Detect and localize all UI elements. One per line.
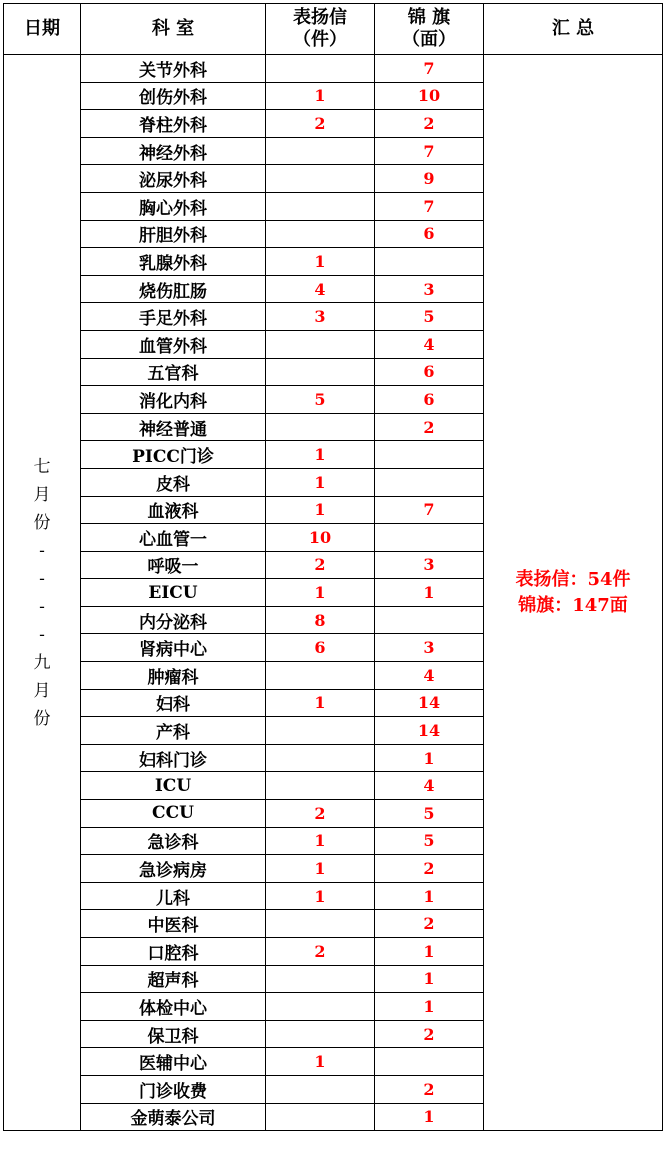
- department-name: 门诊收费: [81, 1075, 266, 1103]
- date-range-cell: [4, 55, 81, 1131]
- banners-count: 7: [375, 55, 484, 83]
- letters-count: 1: [266, 855, 375, 883]
- banners-count: 3: [375, 275, 484, 303]
- department-name: 心血管一: [81, 524, 266, 552]
- letters-count: [266, 220, 375, 248]
- letters-count: 1: [266, 82, 375, 110]
- banners-count: 1: [375, 993, 484, 1021]
- letters-count: [266, 1020, 375, 1048]
- letters-count: [266, 192, 375, 220]
- letters-count: [266, 910, 375, 938]
- banners-count: [375, 441, 484, 469]
- banners-count: 2: [375, 1075, 484, 1103]
- letters-count: 1: [266, 468, 375, 496]
- banners-count: [375, 468, 484, 496]
- summary-letters-total: 表扬信：54件: [515, 568, 631, 590]
- department-name: 超声科: [81, 965, 266, 993]
- department-name: 急诊病房: [81, 855, 266, 883]
- department-name: 神经普通: [81, 413, 266, 441]
- banners-count: 2: [375, 1020, 484, 1048]
- department-name: 乳腺外科: [81, 248, 266, 276]
- banners-count: 1: [375, 1103, 484, 1131]
- department-name: 肿瘤科: [81, 662, 266, 690]
- letters-count: 1: [266, 689, 375, 717]
- header-date: 日期: [4, 4, 81, 55]
- letters-count: 5: [266, 386, 375, 414]
- department-name: 神经外科: [81, 137, 266, 165]
- department-name: 皮科: [81, 468, 266, 496]
- department-name: 内分泌科: [81, 606, 266, 634]
- department-name: 保卫科: [81, 1020, 266, 1048]
- banners-count: [375, 524, 484, 552]
- letters-count: 1: [266, 496, 375, 524]
- letters-count: [266, 358, 375, 386]
- letters-count: 1: [266, 248, 375, 276]
- letters-count: 2: [266, 551, 375, 579]
- banners-count: [375, 1048, 484, 1076]
- letters-count: 1: [266, 827, 375, 855]
- banners-count: 3: [375, 551, 484, 579]
- department-name: 急诊科: [81, 827, 266, 855]
- header-banners-unit: （面）: [402, 29, 456, 50]
- letters-count: 10: [266, 524, 375, 552]
- department-name: 体检中心: [81, 993, 266, 1021]
- header-letters-unit: （件）: [293, 29, 347, 50]
- date-range-char: -: [39, 596, 45, 617]
- banners-count: 10: [375, 82, 484, 110]
- department-name: 消化内科: [81, 386, 266, 414]
- letters-count: [266, 1103, 375, 1131]
- date-range-char: 份: [33, 708, 51, 729]
- date-range-char: -: [39, 540, 45, 561]
- banners-count: 7: [375, 496, 484, 524]
- letters-count: [266, 1075, 375, 1103]
- letters-count: 1: [266, 579, 375, 607]
- department-name: 关节外科: [81, 55, 266, 83]
- department-name: 中医科: [81, 910, 266, 938]
- banners-count: 6: [375, 386, 484, 414]
- department-name: 血液科: [81, 496, 266, 524]
- letters-count: 8: [266, 606, 375, 634]
- banners-count: 1: [375, 965, 484, 993]
- banners-count: 1: [375, 744, 484, 772]
- banners-count: 1: [375, 938, 484, 966]
- banners-count: 2: [375, 855, 484, 883]
- banners-count: 2: [375, 910, 484, 938]
- summary-cell: [484, 55, 663, 1131]
- banners-count: 6: [375, 358, 484, 386]
- banners-count: 9: [375, 165, 484, 193]
- letters-count: [266, 772, 375, 800]
- banners-count: 4: [375, 330, 484, 358]
- banners-count: [375, 248, 484, 276]
- banners-count: 4: [375, 662, 484, 690]
- banners-count: 14: [375, 689, 484, 717]
- banners-count: 7: [375, 137, 484, 165]
- date-range-char: 月: [33, 484, 51, 505]
- department-name: 妇科门诊: [81, 744, 266, 772]
- department-name: 儿科: [81, 882, 266, 910]
- department-name: 血管外科: [81, 330, 266, 358]
- banners-count: 6: [375, 220, 484, 248]
- letters-count: 2: [266, 800, 375, 828]
- header-summary: 汇 总: [484, 4, 663, 55]
- date-range-char: 月: [33, 680, 51, 701]
- banners-count: 1: [375, 579, 484, 607]
- letters-count: [266, 965, 375, 993]
- department-name: 肾病中心: [81, 634, 266, 662]
- department-name: 胸心外科: [81, 192, 266, 220]
- department-name: ICU: [81, 772, 266, 800]
- letters-count: [266, 55, 375, 83]
- letters-count: [266, 165, 375, 193]
- department-name: 呼吸一: [81, 551, 266, 579]
- department-name: CCU: [81, 800, 266, 828]
- department-name: 烧伤肛肠: [81, 275, 266, 303]
- department-name: 泌尿外科: [81, 165, 266, 193]
- banners-count: 3: [375, 634, 484, 662]
- table-body: [4, 55, 663, 1131]
- header-banners: [375, 4, 484, 55]
- summary-banners-total: 锦旗：147面: [518, 594, 628, 616]
- letters-count: 1: [266, 882, 375, 910]
- department-name: EICU: [81, 579, 266, 607]
- header-banners-title: 锦 旗: [407, 7, 451, 28]
- header-letters: [266, 4, 375, 55]
- banners-count: 7: [375, 192, 484, 220]
- table-header: [4, 4, 663, 55]
- letters-count: [266, 717, 375, 745]
- department-name: 肝胆外科: [81, 220, 266, 248]
- banners-count: 4: [375, 772, 484, 800]
- date-range-char: 九: [33, 652, 51, 673]
- letters-count: [266, 330, 375, 358]
- department-name: 产科: [81, 717, 266, 745]
- banners-count: 14: [375, 717, 484, 745]
- letters-count: [266, 662, 375, 690]
- department-name: 脊柱外科: [81, 110, 266, 138]
- banners-count: 5: [375, 827, 484, 855]
- letters-count: 4: [266, 275, 375, 303]
- department-name: 手足外科: [81, 303, 266, 331]
- banners-count: 1: [375, 882, 484, 910]
- letters-count: [266, 137, 375, 165]
- department-name: PICC门诊: [81, 441, 266, 469]
- date-range-char: -: [39, 624, 45, 645]
- header-row: [4, 4, 663, 55]
- header-department: 科 室: [81, 4, 266, 55]
- banners-count: 2: [375, 413, 484, 441]
- department-name: 五官科: [81, 358, 266, 386]
- banners-count: 5: [375, 800, 484, 828]
- letters-count: 1: [266, 1048, 375, 1076]
- department-name: 医辅中心: [81, 1048, 266, 1076]
- banners-count: 5: [375, 303, 484, 331]
- praise-summary-table: [3, 3, 663, 1131]
- letters-count: 2: [266, 110, 375, 138]
- banners-count: 2: [375, 110, 484, 138]
- banners-count: [375, 606, 484, 634]
- department-name: 妇科: [81, 689, 266, 717]
- letters-count: 3: [266, 303, 375, 331]
- letters-count: 1: [266, 441, 375, 469]
- letters-count: [266, 744, 375, 772]
- department-name: 创伤外科: [81, 82, 266, 110]
- header-letters-title: 表扬信: [293, 7, 347, 28]
- department-name: 口腔科: [81, 938, 266, 966]
- letters-count: 6: [266, 634, 375, 662]
- letters-count: [266, 413, 375, 441]
- date-range-char: -: [39, 568, 45, 589]
- letters-count: [266, 993, 375, 1021]
- date-range-char: 七: [33, 456, 51, 477]
- date-range-char: 份: [33, 512, 51, 533]
- table-row: [4, 55, 663, 83]
- letters-count: 2: [266, 938, 375, 966]
- department-name: 金萌泰公司: [81, 1103, 266, 1131]
